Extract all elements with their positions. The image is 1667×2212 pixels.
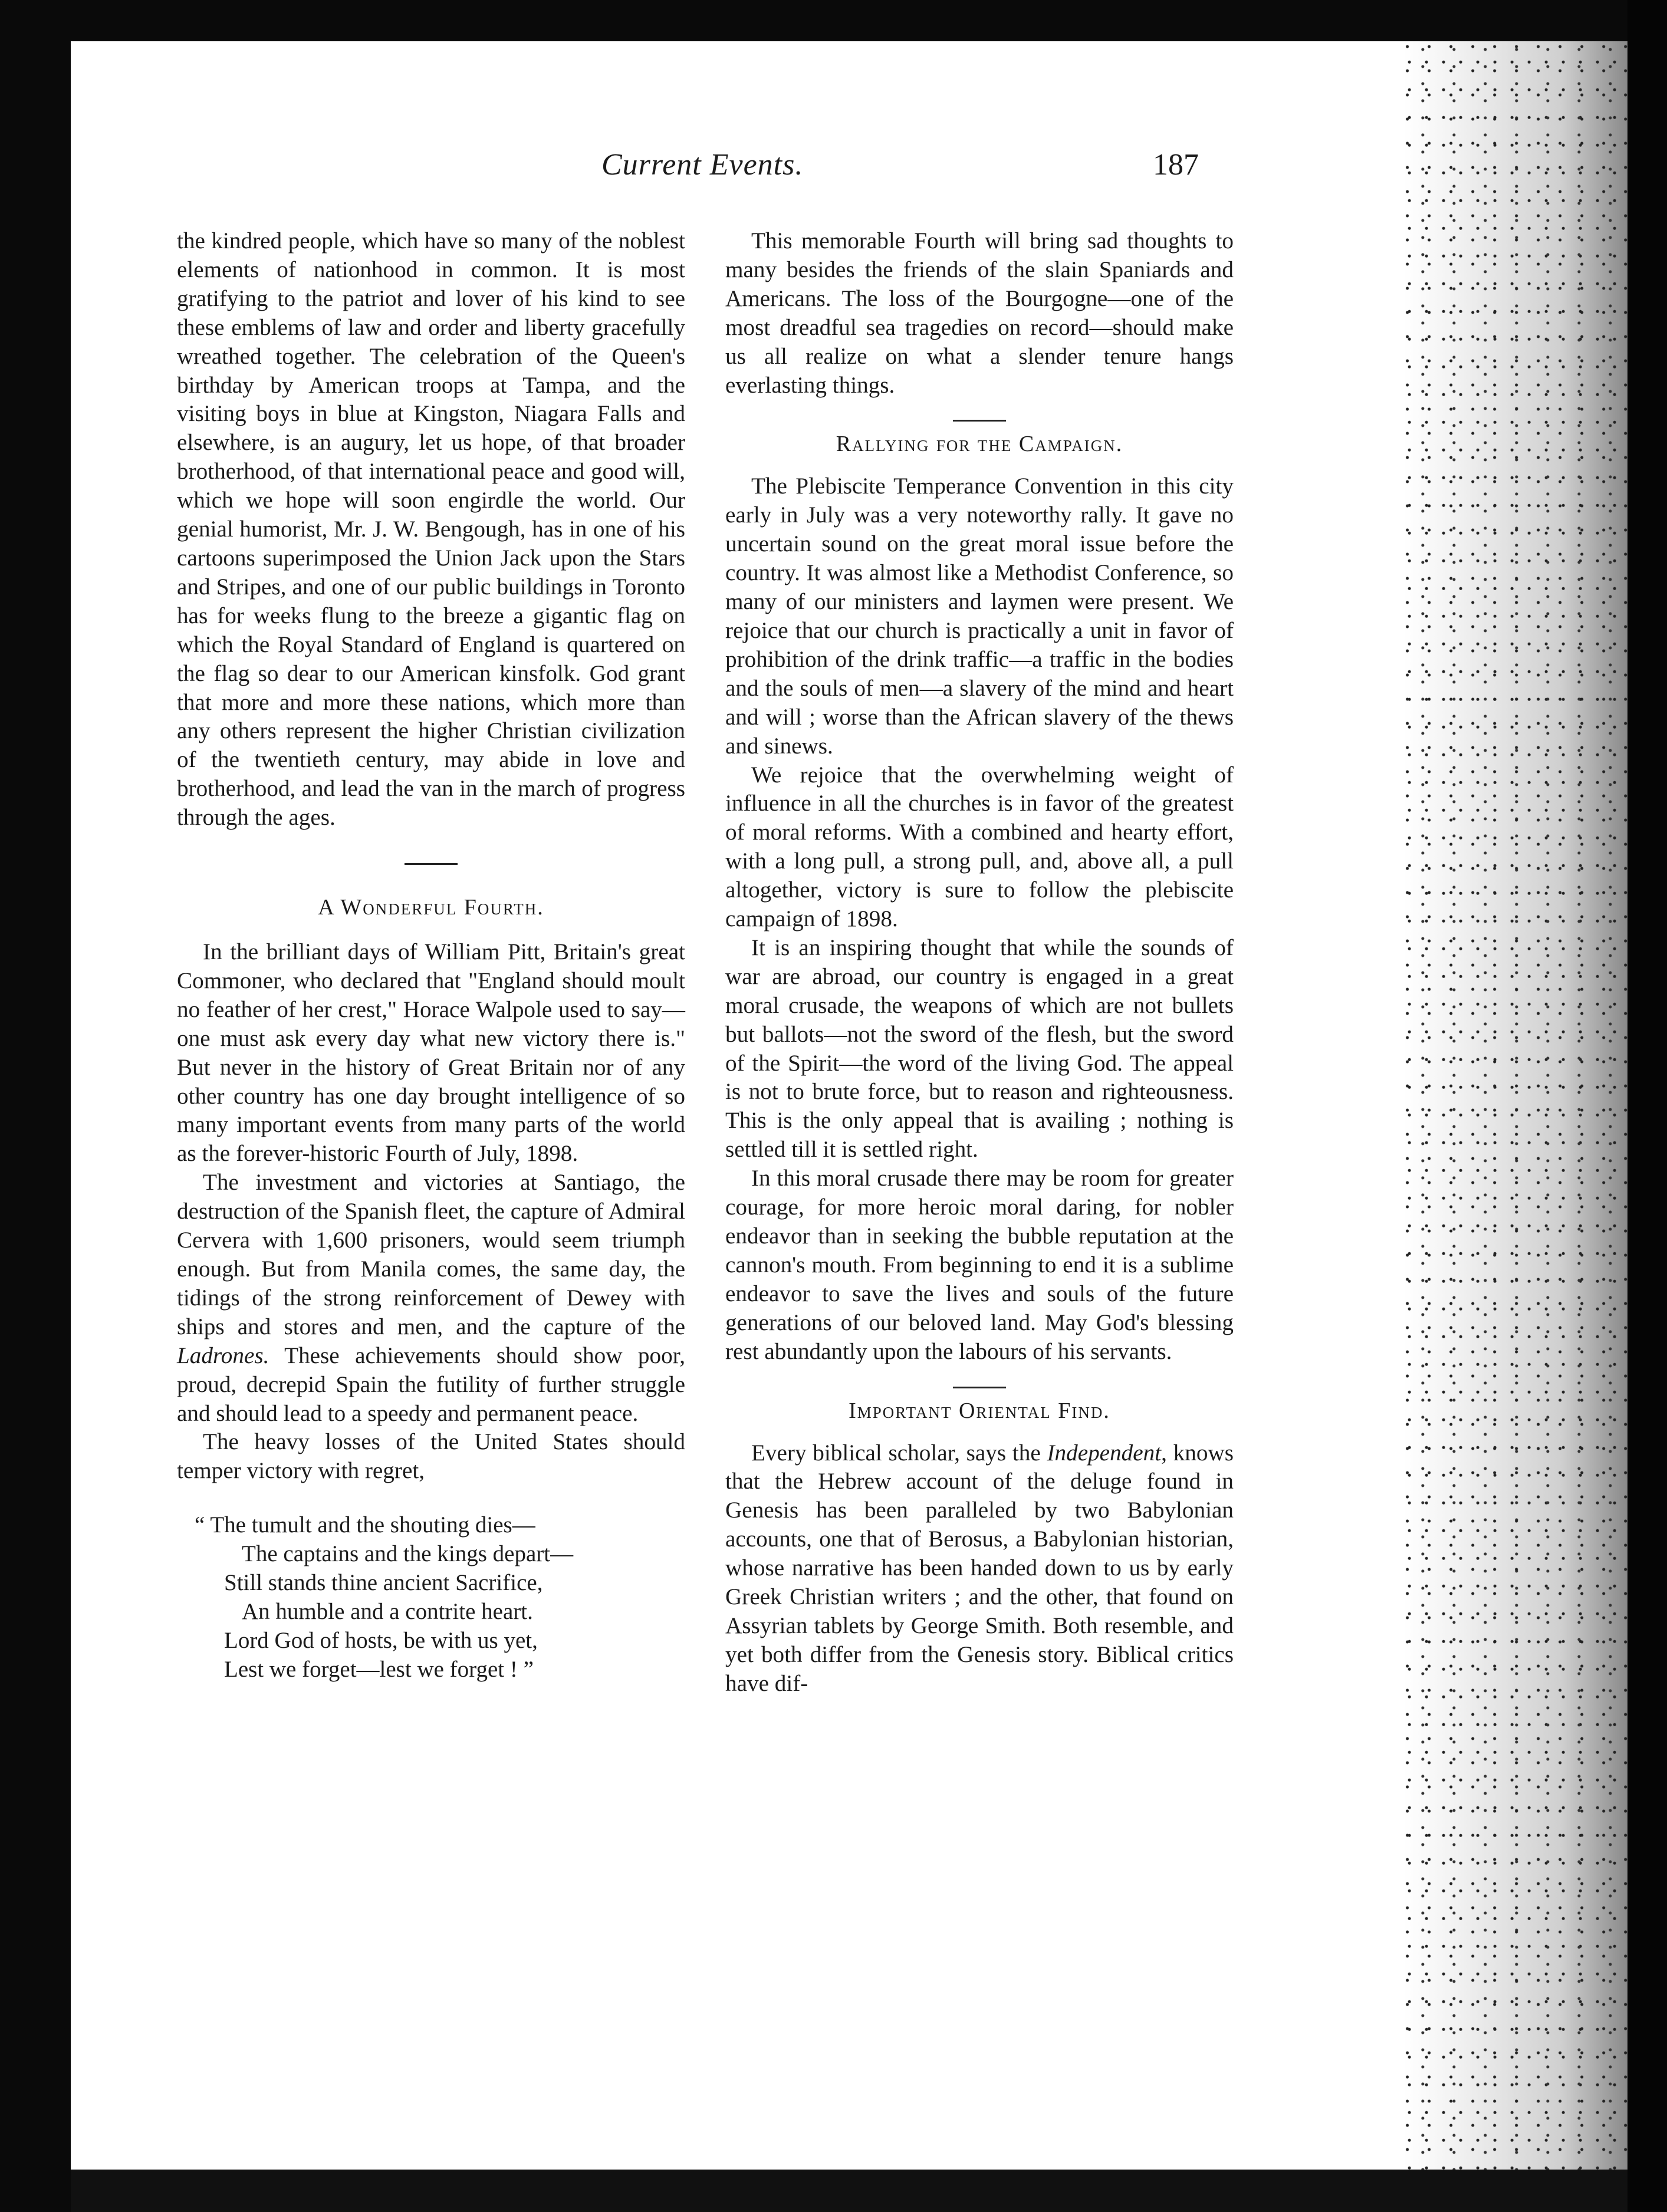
paragraph-text: , knows that the Hebrew account of the deluge found in Genesis has been paralleled by two Babylonian accounts, one that of Berosus, a Babylonian historian, whose narrative has been handed down to us by early Greek Christian writers ; and the other, that found on Assyrian tablets by George Smith. Both resemble, and yet both differ from the Genesis story. Biblical critics have dif- (725, 1440, 1234, 1696)
scan-bottom-border (71, 2170, 1667, 2212)
paragraph (177, 1168, 685, 1428)
verse-line: The captains and the kings depart— (242, 1541, 574, 1567)
verse-line: Lord God of hosts, be with us yet, (224, 1628, 538, 1654)
paragraph: It is an inspiring thought that while the sounds of war are abroad, our country is engaged in a great moral crusade, the weapons of which are not bullets but ballots—not the sword of the flesh, but the sword of the Spirit—the word of the living God. The appeal is not to brute force, but to reason and righteousness. This is the only appeal that is availing ; nothing is settled till it is settled right. (725, 934, 1234, 1163)
left-column (177, 227, 685, 1684)
paragraph (725, 1439, 1234, 1698)
section-heading: Rallying for the Campaign. (836, 432, 1123, 457)
section-heading: A Wonderful Fourth. (318, 895, 544, 920)
running-header (177, 147, 1238, 195)
verse-quotation (177, 1510, 685, 1684)
paragraph: This memorable Fourth will bring sad thoughts to many besides the friends of the slain Spaniards and Americans. The loss of the Bourgogne—one of the most dreadful sea tragedies on record—should make us all realize on what a slender tenure hangs everlasting things. (725, 228, 1234, 398)
paragraph: In this moral crusade there may be room for greater courage, for more heroic moral daring, for nobler endeavor than in seeking the bubble reputation at the cannon's mouth. From beginning to end it is a sublime endeavor to save the lives and souls of the future generations of our beloved land. May God's blessing rest abundantly upon the labours of his servants. (725, 1166, 1234, 1364)
scan-top-border (0, 0, 1667, 41)
section-heading: Important Oriental Find. (849, 1398, 1110, 1423)
paragraph-text: Every biblical scholar, says the (751, 1440, 1047, 1466)
verse-line: Lest we forget—lest we forget ! ” (224, 1657, 534, 1683)
paragraph: The Plebiscite Temperance Convention in this city early in July was a very noteworthy rally. It gave no uncertain sound on the great moral issue before the country. It was almost like a Methodist Conference, so many of our ministers and laymen were present. We rejoice that our church is practically a unit in favor of prohibition of the drink traffic—a traffic in the bodies and the souls of men—a slavery of the mind and heart and will ; worse than the African slavery of the thews and sinews. (725, 473, 1234, 759)
running-title: Current Events. (601, 148, 804, 182)
paragraph: We rejoice that the overwhelming weight of influence in all the churches is in favor of the greatest of moral reforms. With a combined and hearty effort, with a long pull, a strong pull, and, above all, a pull altogether, victory is sure to follow the plebiscite campaign of 1898. (725, 762, 1234, 932)
italic-term: Ladrones. (177, 1342, 269, 1368)
paragraph-text: The investment and victories at Santiago, the destruction of the Spanish fleet, the capture of Admiral Cervera with 1,600 prisoners, would seem triumph enough. But from Manila comes, the same day, the tidings of the strong reinforcement of Dewey with ships and stores and men, and the capture of the (177, 1170, 685, 1339)
verse-line: Still stands thine ancient Sacrifice, (224, 1570, 543, 1596)
paragraph: the kindred people, which have so many of the noblest elements of nationhood in common. It is most gratifying to the patriot and lover of his kind to see these emblems of law and order and liberty gracefully wreathed together. The celebration of the Queen's birthday by American troops at Tampa, and the visiting boys in blue at Kingston, Niagara Falls and elsewhere, is an augury, let us hope, of that broader brotherhood, of that international peace and good will, which we hope will soon engirdle the world. Our genial humorist, Mr. J. W. Bengough, has in one of his cartoons superimposed the Union Jack upon the Stars and Stripes, and one of our public buildings in Toronto has for weeks flung to the breeze a gigantic flag on which the Royal Standard of England is quartered on the flag so dear to our American kinsfolk. God grant that more and more these nations, which more than any others represent the higher Christian civilization of the twentieth century, may abide in love and brotherhood, and lead the van in the march of progress through the ages. (177, 228, 685, 831)
scan-left-border (0, 41, 71, 2212)
scan-right-border (1627, 0, 1667, 2212)
italic-term: Independent (1047, 1440, 1162, 1466)
paragraph-text: These achievements should show poor, proud, decrepid Spain the futility of further struggle and should lead to a speedy and permanent peace. (177, 1342, 685, 1426)
right-column (725, 227, 1234, 1698)
paragraph: In the brilliant days of William Pitt, Britain's great Commoner, who declared that "England should moult no feather of her crest," Horace Walpole used to say—one must ask every day what new victory there is." But never in the history of Great Britain nor of any other country has one day brought intelligence of so many important events from many parts of the world as the forever-historic Fourth of July, 1898. (177, 939, 685, 1167)
page-number: 187 (1153, 148, 1199, 182)
verse-line: “ The tumult and the shouting dies— (195, 1512, 535, 1538)
verse-line: An humble and a contrite heart. (242, 1599, 533, 1625)
paragraph: The heavy losses of the United States should temper victory with regret, (177, 1429, 685, 1484)
